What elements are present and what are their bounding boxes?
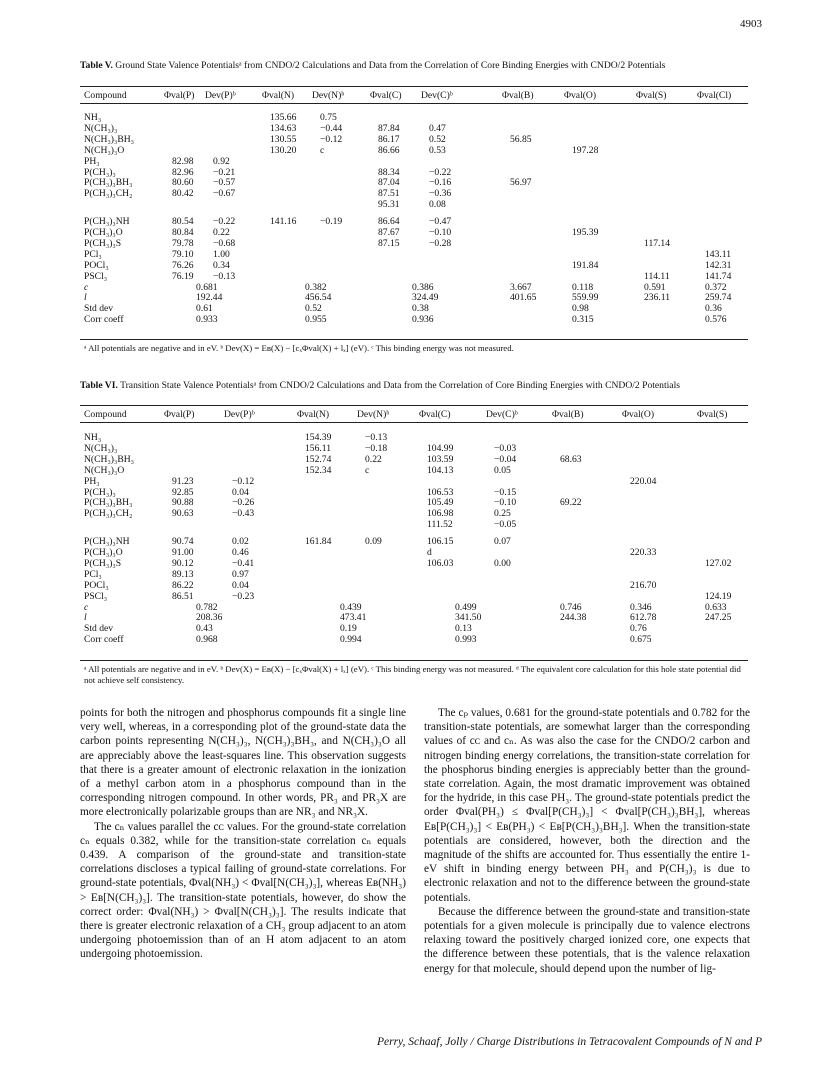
- table6-stat-value: 0.346: [630, 601, 652, 613]
- table5-header-6: Dev(C)ᵇ: [421, 90, 453, 101]
- table5-footnote: ᵃ All potentials are negative and in eV. ᵇ Dev(X) = Eʙ(X) − [cₓΦval(X) + lₓ] (eV). ᶜ This binding energy was not measured.: [84, 343, 514, 353]
- table6-cell: −0.18: [365, 442, 388, 454]
- running-footer: Perry, Schaaf, Jolly / Charge Distributions in Tetracovalent Compounds of N and P: [376, 1036, 762, 1048]
- table6-stat-label: c: [84, 601, 89, 613]
- table5-cell: 1.00: [213, 248, 230, 260]
- table5-cell: P(CH₃)₃BH₃: [84, 177, 133, 189]
- table5-caption-text: Ground State Valence Potentialsᵃ from CNDO/2 Calculations and Data from the Correlation of Core Binding Energies with CNDO/2 Potentials: [115, 60, 666, 71]
- table5-header-3: Φval(N): [262, 90, 295, 101]
- table5-cell: 134.63: [270, 122, 297, 134]
- table6-stat-value: 247.25: [705, 612, 732, 624]
- table6-cell: N(CH₃)₃BH₃: [84, 453, 135, 465]
- table6-footnote: ᵃ All potentials are negative and in eV. ᵇ Dev(X) = Eʙ(X) − [cₓΦval(X) + lₓ] (eV). ᶜ This binding energy was not measured. ᵈ The equivalent core calculation for this hole state potential did not achieve self consistency.: [84, 664, 741, 685]
- table6-cell: 91.23: [172, 475, 194, 487]
- table6-stat-label: Std dev: [84, 623, 114, 635]
- table6-cell: −0.26: [232, 497, 255, 509]
- table6-cell: 127.02: [705, 557, 732, 569]
- table6-cell: P(CH₃)₃O: [84, 547, 123, 558]
- table5-stat-value: 0.933: [196, 314, 218, 326]
- table5-stat-value: 0.591: [644, 281, 666, 293]
- table5-cell: 191.84: [572, 259, 599, 271]
- table5-header-0: Compound: [84, 90, 127, 101]
- table6-stat-value: 0.76: [630, 623, 647, 635]
- table6-cell: −0.04: [494, 453, 517, 465]
- table6-cell: −0.10: [494, 497, 517, 509]
- table5-stat-value: 0.936: [412, 314, 434, 326]
- table5-cell: 79.10: [172, 248, 194, 260]
- table6-cell: 0.05: [494, 464, 511, 476]
- table5-cell: −0.13: [213, 270, 236, 282]
- table5-cell: 87.84: [378, 122, 400, 134]
- table5-cell: −0.22: [429, 166, 452, 178]
- table5-cell: −0.44: [320, 122, 343, 134]
- table5-cell: 87.51: [378, 188, 400, 200]
- table6-cell: 161.84: [305, 536, 332, 548]
- table5-header-5: Φval(C): [370, 90, 402, 101]
- table6-stat-value: 208.36: [196, 612, 223, 624]
- table5-cell: 0.53: [429, 144, 446, 156]
- table6-cell: P(CH₃)₃S: [84, 557, 122, 569]
- table6-cell: P(CH₃)₃NH: [84, 536, 130, 548]
- table6-cell: 103.59: [427, 453, 454, 465]
- table6-stat-value: 0.13: [455, 623, 472, 635]
- table6-cell: NH₃: [84, 432, 102, 443]
- table6-cell: −0.23: [232, 590, 255, 602]
- table6-cell: 220.04: [630, 475, 657, 487]
- table5-cell: POCl₃: [84, 259, 109, 271]
- table6-cell: −0.41: [232, 557, 255, 569]
- table6-header-5: Φval(C): [419, 409, 451, 420]
- table6-cell: P(CH₃)₃: [84, 486, 116, 498]
- table5-cell: 88.34: [378, 166, 400, 178]
- table5-cell: 143.11: [705, 248, 732, 260]
- table5-cell: P(CH₃)₃S: [84, 237, 122, 249]
- table6-cell: P(CH₃)₃CH₂: [84, 508, 133, 520]
- page-number: 4903: [740, 18, 762, 30]
- table6-cell: 0.25: [494, 508, 511, 520]
- table6-stat-value: 0.499: [455, 601, 477, 613]
- table5-cell: 142.31: [705, 259, 732, 271]
- table5-cell: 141.16: [270, 216, 297, 228]
- table5-cell: 86.64: [378, 216, 400, 228]
- table5-cell: −0.36: [429, 188, 452, 200]
- table5-cell: 0.75: [320, 112, 337, 123]
- table6-cell: 68.63: [560, 453, 582, 465]
- table5-cell: 56.85: [510, 133, 532, 145]
- table6-cell: 105.49: [427, 497, 454, 509]
- table5-cell: 195.39: [572, 227, 599, 238]
- table6-cell: PCl₃: [84, 568, 102, 580]
- table6-cell: 0.02: [232, 536, 249, 548]
- table6-cell: 104.13: [427, 464, 454, 476]
- table5-cell: 141.74: [705, 270, 732, 282]
- table6-cell: −0.15: [494, 486, 517, 498]
- table5-cell: c: [320, 144, 325, 156]
- table5-cell: 0.52: [429, 133, 446, 145]
- table6-cell: 216.70: [630, 579, 657, 591]
- table5-cell: P(CH₃)₃CH₂: [84, 188, 133, 200]
- table6-cell: 91.00: [172, 547, 194, 558]
- table5-stat-value: 324.49: [412, 292, 439, 304]
- table6-stat-value: 0.994: [340, 634, 362, 646]
- table5-cell: N(CH₃)₃BH₃: [84, 133, 135, 145]
- table6-cell: 111.52: [427, 519, 453, 531]
- table6-stat-value: 0.746: [560, 601, 582, 613]
- table5-cell: PSCl₃: [84, 270, 108, 282]
- table5-cell: 87.04: [378, 177, 400, 189]
- table5-cell: 130.55: [270, 133, 297, 145]
- table6-cell: −0.12: [232, 475, 255, 487]
- table6-cell: 90.74: [172, 536, 194, 548]
- table5-cell: 130.20: [270, 144, 297, 156]
- table5-cell: −0.67: [213, 188, 236, 200]
- table6-cell: 154.39: [305, 432, 332, 443]
- table6-cell: 156.11: [305, 442, 332, 454]
- table5-cell: 117.14: [644, 237, 671, 249]
- table5-header-8: Φval(O): [564, 90, 597, 101]
- table6-cell: 69.22: [560, 497, 582, 509]
- table6-header-0: Compound: [84, 409, 127, 420]
- table5-cell: 82.96: [172, 166, 194, 178]
- table5-cell: −0.47: [429, 216, 452, 228]
- table5-stat-value: 0.372: [705, 281, 727, 293]
- table5-stat-value: 0.61: [196, 303, 213, 315]
- table6-caption: [80, 380, 750, 391]
- table6-stat-value: 0.782: [196, 601, 218, 613]
- table5-cell: 87.15: [378, 237, 400, 249]
- table6-stat-label: l: [84, 612, 87, 624]
- table6-cell: −0.13: [365, 432, 388, 443]
- table6-cell: 0.09: [365, 536, 382, 548]
- table5-cell: 86.66: [378, 144, 400, 156]
- left-paragraph-2: The cₙ values parallel the cᴄ values. For the ground-state correlation cₙ equals 0.382, while for the transition-state correlation cₙ equals 0.439. A comparison of the ground-state and transition-state correlations discloses a typical failing of ground-state correlations. For ground-state potentials, Φval(NH₃) < Φval[N(CH₃)₃], whereas Eʙ(NH₃) > Eʙ[N(CH₃)₃]. The transition-state potentials, however, do show the correct order: Φval(NH₃) > Φval[N(CH₃)₃]. The results indicate that there is greater electronic relaxation of a CH₃ group adjacent to an atom undergoing photoemission than of an H atom adjacent to an atom undergoing photoemission.: [80, 820, 406, 961]
- body-right-column: [424, 706, 750, 976]
- table5-caption: [80, 60, 750, 71]
- table5-stat-label: c: [84, 281, 89, 293]
- table5-stat-label: Std dev: [84, 303, 114, 315]
- table6-cell: POCl₃: [84, 579, 109, 591]
- body-left-column: [80, 706, 406, 962]
- table5-top-rule: [80, 86, 748, 87]
- table6-header-8: Φval(O): [622, 409, 655, 420]
- table5-cell: P(CH₃)₃NH: [84, 216, 130, 228]
- table6-cell: −0.43: [232, 508, 255, 520]
- table6-header-1: Φval(P): [164, 409, 195, 420]
- table6-cell: 90.63: [172, 508, 194, 520]
- table5-header-7: Φval(B): [502, 90, 534, 101]
- table5-cell: −0.16: [429, 177, 452, 189]
- table5-cell: P(CH₃)₃O: [84, 227, 123, 238]
- table5-cell: 80.84: [172, 227, 194, 238]
- table5-cell: −0.68: [213, 237, 236, 249]
- table6-cell: 0.22: [365, 453, 382, 465]
- table6-cell: 92.85: [172, 486, 194, 498]
- table5-stat-value: 0.315: [572, 314, 594, 326]
- table6-cell: 0.46: [232, 547, 249, 558]
- table5-stat-value: 0.36: [705, 303, 722, 315]
- table6-stat-value: 473.41: [340, 612, 367, 624]
- table5-header-4: Dev(N)ᵇ: [312, 90, 345, 101]
- table5-cell: 87.67: [378, 227, 400, 238]
- table5-header-1: Φval(P): [164, 90, 195, 101]
- table5-stat-label: Corr coeff: [84, 314, 124, 326]
- table6-header-2: Dev(P)ᵇ: [224, 409, 255, 420]
- table6-cell: 152.74: [305, 453, 332, 465]
- table6-bottom-rule: [80, 660, 748, 661]
- table5-cell: 114.11: [644, 270, 670, 282]
- table5-stat-value: 0.52: [305, 303, 322, 315]
- right-paragraph-1: The cₚ values, 0.681 for the ground-state potentials and 0.782 for the transition-state potentials, are somewhat larger than the corresponding values of cᴄ and cₙ. As was also the case for the CNDO/2 carbon and nitrogen binding energy correlations, the transition-state correlation for the phosphorus binding energies is appreciably better than the ground-state correlation. Again, the most dramatic improvement was obtained for the hydride, in this case PH₃. The ground-state potentials predict the order Φval(PH₃) ≤ Φval[P(CH₃)₃] < Φval[P(CH₃)₃BH₃], whereas Eʙ[P(CH₃)₃] < Eʙ(PH₃) < Eʙ[P(CH₃)₃BH₃]. When the transition-state potentials are considered, however, both the direction and the magnitude of the shifts are accounted for. Thus essentially the entire 1-eV shift in binding energy between PH₃ and P(CH₃)₃ is due to electronic relaxation and not to the difference between the ground-state potentials.: [424, 707, 750, 904]
- table6-cell: 152.34: [305, 464, 332, 476]
- right-paragraph-2: Because the difference between the ground-state and transition-state potentials for a given molecule is principally due to valence electrons relaxing toward the positively charged ionized core, one expects that the difference between these potentials, that is the valence relaxation energy for that molecule, should depend upon the number of lig-: [424, 905, 750, 975]
- table6-cell: PH₃: [84, 475, 100, 487]
- table5-stat-value: 0.386: [412, 281, 434, 293]
- table5-header-9: Φval(S): [636, 90, 667, 101]
- table5-cell: −0.10: [429, 227, 452, 238]
- table6-cell: c: [365, 464, 370, 476]
- table6-stat-value: 0.993: [455, 634, 477, 646]
- table6-stat-value: 244.38: [560, 612, 587, 624]
- table5-stat-value: 0.118: [572, 281, 594, 293]
- table5-cell: 82.98: [172, 155, 194, 167]
- table5-cell: −0.21: [213, 166, 236, 178]
- table6-header-7: Φval(B): [552, 409, 584, 420]
- table5-cell: 80.54: [172, 216, 194, 228]
- table6-stat-value: 0.633: [705, 601, 727, 613]
- table6-header-rule: [80, 422, 748, 423]
- table5-header-rule: [80, 103, 748, 104]
- table5-cell: −0.12: [320, 133, 343, 145]
- table6-stat-value: 0.675: [630, 634, 652, 646]
- table5-cell: 76.19: [172, 270, 194, 282]
- table6-header-3: Φval(N): [297, 409, 330, 420]
- table5-header-10: Φval(Cl): [697, 90, 732, 101]
- table6-cell: P(CH₃)₃BH₃: [84, 497, 133, 509]
- table6-caption-label: Table VI.: [80, 380, 118, 391]
- table6-cell: 0.04: [232, 579, 249, 591]
- table5-cell: 0.47: [429, 122, 446, 134]
- table6-cell: −0.03: [494, 442, 517, 454]
- table5-stat-value: 0.576: [705, 314, 727, 326]
- table6-stat-value: 0.968: [196, 634, 218, 646]
- table6-cell: 86.22: [172, 579, 194, 591]
- table5-stat-value: 259.74: [705, 292, 732, 304]
- table5-stat-value: 3.667: [510, 281, 532, 293]
- table6-cell: 86.51: [172, 590, 194, 602]
- table5-cell: 56.97: [510, 177, 532, 189]
- table6-cell: 220.33: [630, 547, 657, 558]
- table6-stat-value: 0.43: [196, 623, 213, 635]
- table6-cell: d: [427, 547, 432, 558]
- table6-cell: 124.19: [705, 590, 732, 602]
- table6-header-6: Dev(C)ᵇ: [486, 409, 518, 420]
- table6-cell: 106.98: [427, 508, 454, 520]
- table6-stat-label: Corr coeff: [84, 634, 124, 646]
- table6-cell: −0.05: [494, 519, 517, 531]
- table6-header-4: Dev(N)ᵇ: [357, 409, 390, 420]
- table5-bottom-rule: [80, 339, 748, 340]
- table5-cell: 79.78: [172, 237, 194, 249]
- table6-stat-value: 612.78: [630, 612, 657, 624]
- table5-cell: PCl₃: [84, 248, 102, 260]
- table6-cell: 0.07: [494, 536, 511, 548]
- table6-cell: N(CH₃)₃O: [84, 464, 125, 476]
- table5-stat-value: 0.681: [196, 281, 218, 293]
- table6-header-9: Φval(S): [697, 409, 728, 420]
- table5-cell: −0.19: [320, 216, 343, 228]
- left-paragraph-1: points for both the nitrogen and phosphorus compounds fit a single line very well, whereas, in a corresponding plot of the ground-state data the carbon points representing N(CH₃)₃, N(CH₃)₃BH₃, and N(CH₃)₃O all are appreciably above the least-squares line. This observation suggests that there is a greater amount of electronic relaxation in the ionization of a methyl carbon atom in a phosphorus compound than in the corresponding nitrogen compound. In other words, PR₃ and PR₃X are more electronically polarizable groups than are NR₃ and NR₃X.: [80, 707, 406, 819]
- table6-cell: 0.00: [494, 557, 511, 569]
- table5-cell: 80.60: [172, 177, 194, 189]
- table5-header-2: Dev(P)ᵇ: [205, 90, 236, 101]
- table6-top-rule: [80, 405, 748, 406]
- table6-cell: 90.88: [172, 497, 194, 509]
- table5-cell: PH₃: [84, 155, 100, 167]
- table5-cell: −0.57: [213, 177, 236, 189]
- table5-stat-value: 192.44: [196, 292, 223, 304]
- table6-cell: 0.04: [232, 486, 249, 498]
- table5-cell: 76.26: [172, 259, 194, 271]
- table5-stat-value: 456.54: [305, 292, 332, 304]
- table5-cell: N(CH₃)₃O: [84, 144, 125, 156]
- table5-cell: NH₃: [84, 112, 102, 123]
- table5-cell: 0.22: [213, 227, 230, 238]
- table6-cell: 0.97: [232, 568, 249, 580]
- table5-cell: 0.08: [429, 199, 446, 211]
- table6-cell: 106.03: [427, 557, 454, 569]
- table5-stat-value: 401.65: [510, 292, 537, 304]
- table5-stat-value: 0.955: [305, 314, 327, 326]
- table5-stat-value: 559.99: [572, 292, 599, 304]
- table5-cell: 135.66: [270, 112, 297, 123]
- table5-stat-label: l: [84, 292, 87, 304]
- table5-cell: 80.42: [172, 188, 194, 200]
- table5-caption-label: Table V.: [80, 60, 113, 71]
- table5-cell: P(CH₃)₃: [84, 166, 116, 178]
- table5-cell: −0.28: [429, 237, 452, 249]
- table6-cell: 89.13: [172, 568, 194, 580]
- table6-cell: PSCl₃: [84, 590, 108, 602]
- table5-cell: 95.31: [378, 199, 400, 211]
- table5-cell: 0.92: [213, 155, 230, 167]
- table6-caption-text: Transition State Valence Potentialsᵃ from CNDO/2 Calculations and Data from the Correlation of Core Binding Energies with CNDO/2 Potentials: [120, 380, 680, 391]
- table5-stat-value: 0.38: [412, 303, 429, 315]
- table6-cell: N(CH₃)₃: [84, 442, 118, 454]
- table5-cell: 86.17: [378, 133, 400, 145]
- table5-cell: 0.34: [213, 259, 230, 271]
- table5-stat-value: 236.11: [644, 292, 671, 304]
- table6-cell: 106.53: [427, 486, 454, 498]
- table5-cell: N(CH₃)₃: [84, 122, 118, 134]
- table6-stat-value: 341.50: [455, 612, 482, 624]
- table5-cell: 197.28: [572, 144, 599, 156]
- table6-cell: 106.15: [427, 536, 454, 548]
- table5-cell: −0.22: [213, 216, 236, 228]
- table6-stat-value: 0.439: [340, 601, 362, 613]
- table5-stat-value: 0.382: [305, 281, 327, 293]
- table6-cell: 90.12: [172, 557, 194, 569]
- table6-cell: 104.99: [427, 442, 454, 454]
- table5-stat-value: 0.98: [572, 303, 589, 315]
- table6-stat-value: 0.19: [340, 623, 357, 635]
